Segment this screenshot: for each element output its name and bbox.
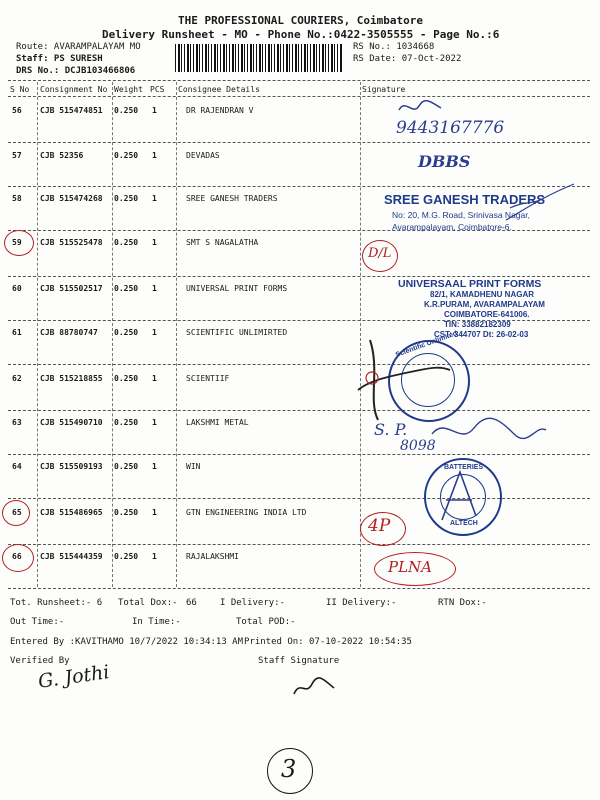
runsheet-title: Delivery Runsheet - MO - Phone No.:0422-3505555 - Page No.:6 [102, 28, 500, 41]
row-sno: 56 [12, 106, 22, 115]
row-pcs: 1 [152, 194, 157, 203]
stamp-upf-tin: TIN: 33882182309 [444, 320, 511, 329]
row-consignment: CJB 515474851 [40, 106, 103, 115]
signature-scribble [290, 672, 340, 702]
row-weight: 0.250 [114, 238, 139, 247]
circle-mark [2, 544, 34, 572]
row-sno: 62 [12, 374, 22, 383]
row-consignment: CJB 515490710 [40, 418, 103, 427]
row-consignment: CJB 88780747 [40, 328, 98, 337]
seal-text: Scientific Unlimited [394, 330, 459, 359]
signature-row65: 4P [368, 516, 391, 536]
divider [8, 96, 590, 97]
rs-date: RS Date: 07-Oct-2022 [353, 54, 462, 64]
row-weight: 0.250 [114, 462, 139, 471]
row-weight: 0.250 [114, 106, 139, 115]
staff-label: Staff: PS SURESH [16, 54, 103, 64]
row-weight: 0.250 [114, 328, 139, 337]
row-pcs: 1 [152, 552, 157, 561]
page-number: 3 [281, 755, 297, 783]
row-pcs: 1 [152, 462, 157, 471]
row-pcs: 1 [152, 151, 157, 160]
row-weight: 0.250 [114, 374, 139, 383]
entered-by: Entered By :KAVITHAMO 10/7/2022 10:34:13 AM [10, 637, 243, 647]
row-consignee: WIN [186, 462, 201, 471]
row-consignee: LAKSHMI METAL [186, 418, 249, 427]
row-consignment: CJB 515502517 [40, 284, 103, 293]
row-divider [8, 498, 590, 499]
company-title: THE PROFESSIONAL COURIERS, Coimbatore [178, 14, 424, 27]
row-consignment: CJB 515486965 [40, 508, 103, 517]
col-sno-header: S No [10, 85, 30, 94]
ii-delivery: II Delivery:- [326, 598, 397, 608]
verified-signature: G. Jothi [36, 661, 111, 693]
row-divider [8, 142, 590, 143]
row-weight: 0.250 [114, 194, 139, 203]
rtn-dox: RTN Dox:- [438, 598, 487, 608]
row-consignment: CJB 515525478 [40, 238, 103, 247]
staff-signature: Staff Signature [258, 656, 340, 666]
row-sno: 61 [12, 328, 22, 337]
row-weight: 0.250 [114, 552, 139, 561]
stamp-ganesh-addr: Avarampalayam, Coimbatore-6. [392, 222, 512, 232]
row-sno: 66 [12, 552, 22, 561]
row-divider [8, 364, 590, 365]
circle-mark [4, 230, 34, 256]
signature-row59: D/L [368, 246, 392, 261]
signature-scribble [395, 96, 445, 120]
row-pcs: 1 [152, 508, 157, 517]
row-sno: 65 [12, 508, 22, 517]
row-sno: 59 [12, 238, 22, 247]
stamp-upf-addr: COIMBATORE-641006. [444, 310, 530, 319]
signature-scribble [430, 410, 550, 456]
total-dox-value: 66 [186, 598, 197, 608]
barcode [175, 44, 343, 72]
row-pcs: 1 [152, 374, 157, 383]
signature-row63: S. P. [374, 420, 408, 439]
row-pcs: 1 [152, 418, 157, 427]
col-consignment-header: Consignment No [40, 85, 108, 94]
signature-row57: DBBS [418, 152, 471, 171]
row-divider [8, 588, 590, 589]
column-separator [112, 82, 113, 587]
drs-label: DRS No.: DCJB103466806 [16, 66, 136, 76]
col-signature-header: Signature [362, 85, 406, 94]
row-pcs: 1 [152, 238, 157, 247]
total-dox-label: Total Dox:- [118, 598, 178, 608]
row-sno: 64 [12, 462, 22, 471]
row-consignment: CJB 52356 [40, 151, 84, 160]
row-consignee: SMT S NAGALATHA [186, 238, 259, 247]
row-weight: 0.250 [114, 508, 139, 517]
col-weight-header: Weight [114, 85, 143, 94]
row-sno: 58 [12, 194, 22, 203]
row-weight: 0.250 [114, 418, 139, 427]
out-time: Out Time:- [10, 617, 65, 627]
tot-runsheet: Tot. Runsheet:- 6 [10, 598, 103, 608]
route-label: Route: AVARAMPALAYAM MO [16, 42, 141, 52]
stamp-upf-addr: 82/1, KAMADHENU NAGAR [430, 290, 535, 299]
row-consignee: GTN ENGINEERING INDIA LTD [186, 508, 307, 517]
row-consignment: CJB 515218855 [40, 374, 103, 383]
row-sno: 63 [12, 418, 22, 427]
row-sno: 60 [12, 284, 22, 293]
row-sno: 57 [12, 151, 22, 160]
stamp-upf-name: UNIVERSAAL PRINT FORMS [398, 278, 542, 290]
row-divider [8, 544, 590, 545]
column-separator [37, 82, 38, 587]
signature-row66: PLNA [388, 558, 433, 576]
row-consignee: RAJALAKSHMI [186, 552, 239, 561]
stamp-ganesh-addr: No: 20, M.G. Road, Srinivasa Nagar, [392, 210, 530, 220]
row-weight: 0.250 [114, 151, 139, 160]
signature-scribble [436, 466, 486, 526]
col-consignee-header: Consignee Details [178, 85, 260, 94]
signature-row63-phone: 8098 [400, 438, 436, 454]
row-consignment: CJB 515444359 [40, 552, 103, 561]
seal-text: ALTECH [450, 520, 478, 527]
page-number-circle [267, 748, 313, 794]
verified-by: Verified By [10, 656, 70, 666]
total-pod: Total POD:- [236, 617, 296, 627]
seal-text: BATTERIES [444, 464, 484, 471]
signature-scribble [500, 180, 580, 230]
row-weight: 0.250 [114, 284, 139, 293]
circle-mark [2, 500, 30, 526]
in-time: In Time:- [132, 617, 181, 627]
row-consignee: DR RAJENDRAN V [186, 106, 254, 115]
row-consignment: CJB 515509193 [40, 462, 103, 471]
rs-no: RS No.: 1034668 [353, 42, 435, 52]
divider [8, 80, 590, 81]
row-pcs: 1 [152, 106, 157, 115]
i-delivery: I Delivery:- [220, 598, 286, 608]
row-consignee: DEVADAS [186, 151, 220, 160]
column-separator [176, 82, 177, 587]
stamp-upf-cst: CST: 344707 Dt: 26-02-03 [434, 330, 529, 339]
printed-on: Printed On: 07-10-2022 10:54:35 [244, 637, 412, 647]
row-consignee: SCIENTIFIC UNLIMIRTED [186, 328, 288, 337]
row-pcs: 1 [152, 284, 157, 293]
col-pcs-header: PCS [150, 85, 165, 94]
row-consignee: UNIVERSAL PRINT FORMS [186, 284, 288, 293]
row-consignee: SREE GANESH TRADERS [186, 194, 278, 203]
stamp-ganesh-name: SREE GANESH TRADERS [384, 192, 546, 207]
row-divider [8, 276, 590, 277]
row-pcs: 1 [152, 328, 157, 337]
row-consignee: SCIENTIIF [186, 374, 230, 383]
row-consignment: CJB 515474268 [40, 194, 103, 203]
signature-phone: 9443167776 [396, 118, 505, 138]
stamp-upf-addr: K.R.PURAM, AVARAMPALAYAM [424, 300, 545, 309]
